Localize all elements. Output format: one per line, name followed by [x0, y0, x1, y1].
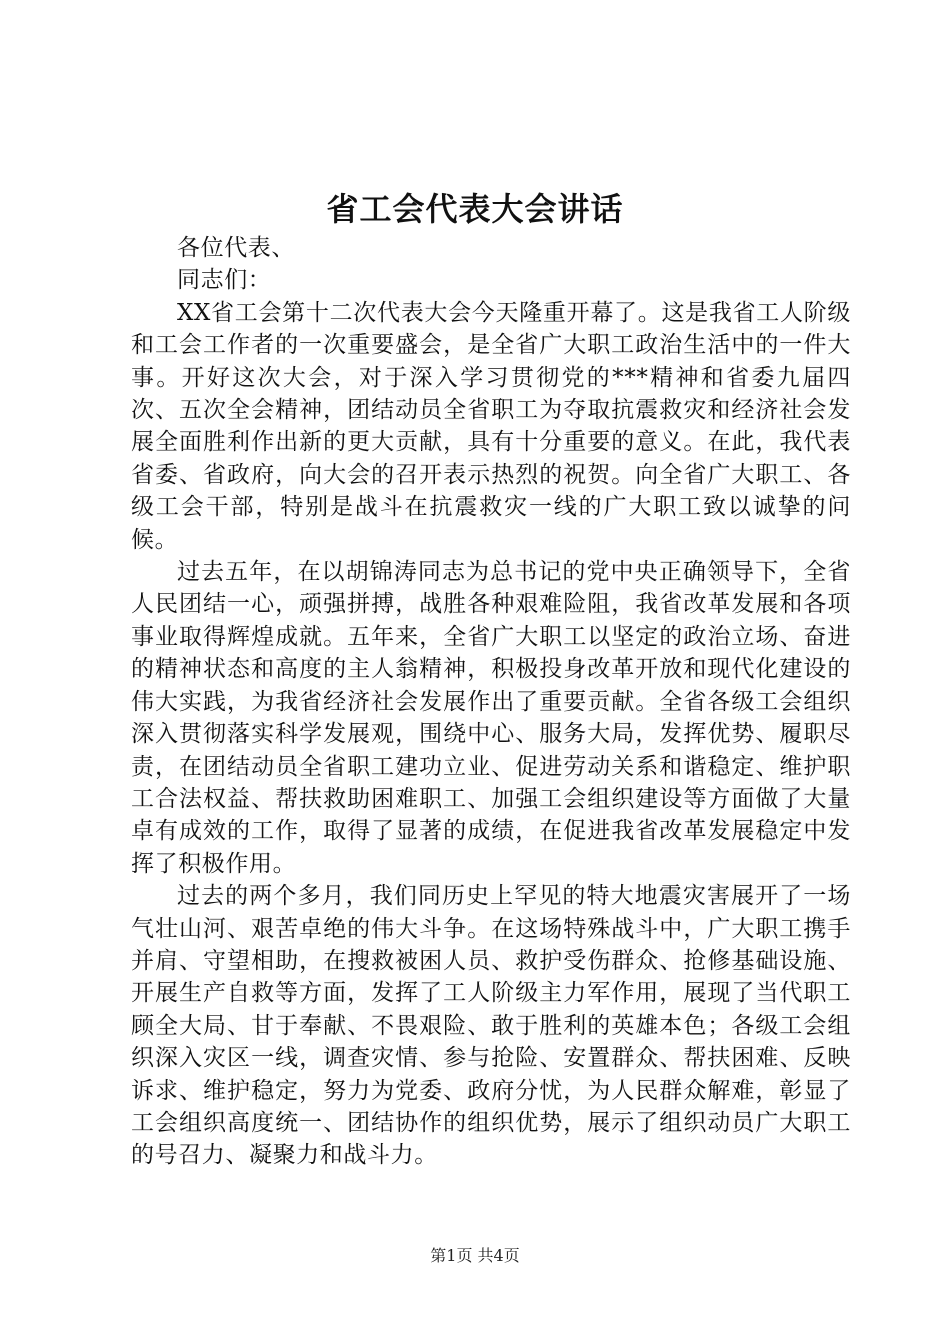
paragraph-opening: XX省工会第十二次代表大会今天隆重开幕了。这是我省工人阶级和工会工作者的一次重要盛会，是全省广大职工政治生活中的一件大事。开好这次大会，对于深入学习贯彻党的***精神和省委九届四次、五次全会精神，团结动员全省职工为夺取抗震救灾和经济社会发展全面胜利作出新的更大贡献，具有十分重要的意义。在此，我代表省委、省政府，向大会的召开表示热烈的祝贺。向全省广大职工、各级工会干部，特别是战斗在抗震救灾一线的广大职工致以诚挚的问候。: [131, 299, 851, 553]
page-number-footer: 第1页 共4页: [430, 1246, 520, 1265]
salutation-comrades: 同志们：: [177, 267, 272, 294]
paragraph-past-five-years: 过去五年，在以胡锦涛同志为总书记的党中央正确领导下，全省人民团结一心，顽强拼搏，战胜各种艰难险阻，我省改革发展和各项事业取得辉煌成就。五年来，全省广大职工以坚定的政治立场、奋进的精神状态和高度的主人翁精神，积极投身改革开放和现代化建设的伟大实践，为我省经济社会发展作出了重要贡献。全省各级工会组织深入贯彻落实科学发展观，围绕中心、服务大局，发挥优势、履职尽责，在团结动员全省职工建功立业、促进劳动关系和谐稳定、维护职工合法权益、帮扶救助困难职工、加强工会组织建设等方面做了大量卓有成效的工作，取得了显著的成绩，在促进我省改革发展稳定中发挥了积极作用。: [131, 559, 851, 877]
document-body: [131, 232, 851, 1172]
salutation-delegates: 各位代表、: [177, 235, 295, 261]
paragraph-earthquake-relief: 过去的两个多月，我们同历史上罕见的特大地震灾害展开了一场气壮山河、艰苦卓绝的伟大斗争。在这场特殊战斗中，广大职工携手并肩、守望相助，在搜救被困人员、救护受伤群众、抢修基础设施、开展生产自救等方面，发挥了工人阶级主力军作用，展现了当代职工顾全大局、甘于奉献、不畏艰险、敢于胜利的英雄本色；各级工会组织深入灾区一线，调查灾情、参与抢险、安置群众、帮扶困难、反映诉求、维护稳定，努力为党委、政府分忧，为人民群众解难，彰显了工会组织高度统一、团结协作的组织优势，展示了组织动员广大职工的号召力、凝聚力和战斗力。: [131, 883, 851, 1169]
document-title: 省工会代表大会讲话: [326, 190, 624, 228]
